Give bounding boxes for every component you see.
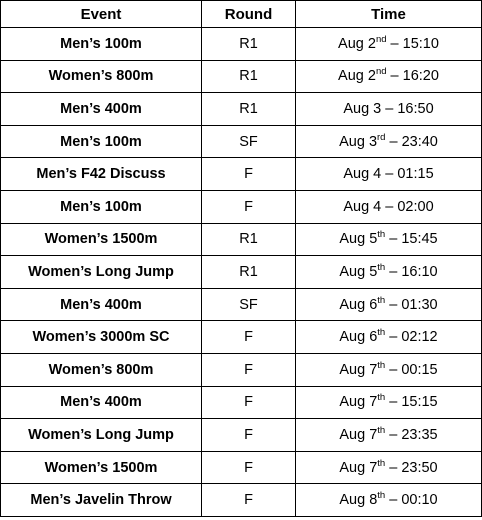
round-cell: F bbox=[202, 190, 296, 223]
table-row bbox=[1, 190, 482, 223]
event-cell: Men’s 400m bbox=[1, 386, 202, 419]
time-cell bbox=[296, 321, 482, 354]
table-row bbox=[1, 223, 482, 256]
time-date: Aug 5 bbox=[339, 263, 378, 280]
round-cell: R1 bbox=[202, 93, 296, 126]
time-cell bbox=[296, 60, 482, 93]
time-date: Aug 7 bbox=[339, 361, 378, 378]
round-cell: F bbox=[202, 484, 296, 517]
time-clock: – 15:10 bbox=[386, 35, 439, 52]
time-clock: – 00:15 bbox=[385, 361, 438, 378]
header-event: Event bbox=[1, 1, 202, 28]
table-row bbox=[1, 158, 482, 191]
time-clock: – 16:20 bbox=[386, 68, 439, 85]
table-row bbox=[1, 288, 482, 321]
round-cell: F bbox=[202, 419, 296, 452]
table-row bbox=[1, 256, 482, 289]
time-date: Aug 4 bbox=[343, 166, 382, 183]
time-cell bbox=[296, 353, 482, 386]
time-ordinal: th bbox=[377, 490, 386, 502]
time-ordinal: nd bbox=[375, 66, 387, 78]
event-cell: Women’s Long Jump bbox=[1, 419, 202, 452]
table-row bbox=[1, 93, 482, 126]
header-time: Time bbox=[296, 1, 482, 28]
time-ordinal: th bbox=[377, 294, 386, 306]
round-cell: SF bbox=[202, 288, 296, 321]
time-cell bbox=[296, 288, 482, 321]
time-clock: – 02:00 bbox=[381, 198, 434, 215]
table-row bbox=[1, 125, 482, 158]
round-cell: F bbox=[202, 353, 296, 386]
time-ordinal: th bbox=[377, 392, 386, 404]
time-cell bbox=[296, 419, 482, 452]
round-cell: F bbox=[202, 451, 296, 484]
round-cell: R1 bbox=[202, 28, 296, 61]
round-cell: SF bbox=[202, 125, 296, 158]
time-date: Aug 3 bbox=[339, 133, 378, 150]
event-cell: Men’s Javelin Throw bbox=[1, 484, 202, 517]
time-ordinal: rd bbox=[377, 131, 386, 143]
time-date: Aug 7 bbox=[339, 426, 378, 443]
time-date: Aug 2 bbox=[338, 35, 376, 52]
table-header bbox=[1, 1, 482, 28]
time-ordinal: nd bbox=[375, 33, 387, 45]
time-clock: – 16:50 bbox=[381, 100, 434, 117]
time-date: Aug 6 bbox=[339, 296, 378, 313]
header-row bbox=[1, 1, 482, 28]
event-cell: Men’s 100m bbox=[1, 190, 202, 223]
table-row bbox=[1, 386, 482, 419]
table-row bbox=[1, 484, 482, 517]
event-cell: Men’s 100m bbox=[1, 28, 202, 61]
time-cell bbox=[296, 451, 482, 484]
time-cell bbox=[296, 256, 482, 289]
time-date: Aug 4 bbox=[343, 198, 382, 215]
event-cell: Women’s 800m bbox=[1, 353, 202, 386]
time-cell bbox=[296, 125, 482, 158]
event-cell: Women’s Long Jump bbox=[1, 256, 202, 289]
round-cell: R1 bbox=[202, 60, 296, 93]
time-ordinal: th bbox=[377, 457, 386, 469]
table-row bbox=[1, 419, 482, 452]
time-date: Aug 6 bbox=[339, 329, 378, 346]
time-cell bbox=[296, 158, 482, 191]
time-clock: – 15:15 bbox=[385, 394, 438, 411]
table-row bbox=[1, 451, 482, 484]
event-cell: Women’s 1500m bbox=[1, 223, 202, 256]
time-cell bbox=[296, 484, 482, 517]
table-row bbox=[1, 321, 482, 354]
header-round: Round bbox=[202, 1, 296, 28]
table-row bbox=[1, 28, 482, 61]
time-clock: – 01:15 bbox=[381, 166, 434, 183]
time-date: Aug 7 bbox=[339, 394, 378, 411]
event-cell: Men’s 400m bbox=[1, 288, 202, 321]
time-date: Aug 5 bbox=[339, 231, 378, 248]
time-clock: – 00:10 bbox=[385, 492, 438, 509]
event-cell: Men’s 100m bbox=[1, 125, 202, 158]
time-clock: – 16:10 bbox=[385, 263, 438, 280]
time-clock: – 23:50 bbox=[385, 459, 438, 476]
time-clock: – 02:12 bbox=[385, 329, 438, 346]
time-ordinal: th bbox=[377, 262, 386, 274]
time-clock: – 01:30 bbox=[385, 296, 438, 313]
time-clock: – 15:45 bbox=[385, 231, 438, 248]
time-clock: – 23:35 bbox=[385, 426, 438, 443]
event-cell: Women’s 1500m bbox=[1, 451, 202, 484]
time-date: Aug 3 bbox=[343, 100, 382, 117]
time-cell bbox=[296, 190, 482, 223]
round-cell: F bbox=[202, 386, 296, 419]
event-cell: Men’s 400m bbox=[1, 93, 202, 126]
time-ordinal: th bbox=[377, 425, 386, 437]
event-cell: Men’s F42 Discuss bbox=[1, 158, 202, 191]
time-clock: – 23:40 bbox=[385, 133, 438, 150]
table-body bbox=[1, 28, 482, 517]
time-date: Aug 7 bbox=[339, 459, 378, 476]
time-ordinal: th bbox=[377, 327, 386, 339]
time-ordinal: th bbox=[377, 359, 386, 371]
time-cell bbox=[296, 223, 482, 256]
time-cell bbox=[296, 93, 482, 126]
table-row bbox=[1, 353, 482, 386]
time-date: Aug 8 bbox=[339, 492, 378, 509]
time-cell bbox=[296, 386, 482, 419]
table-row bbox=[1, 60, 482, 93]
round-cell: R1 bbox=[202, 223, 296, 256]
time-date: Aug 2 bbox=[338, 68, 376, 85]
time-ordinal: th bbox=[377, 229, 386, 241]
event-cell: Women’s 800m bbox=[1, 60, 202, 93]
time-cell bbox=[296, 28, 482, 61]
round-cell: F bbox=[202, 321, 296, 354]
round-cell: R1 bbox=[202, 256, 296, 289]
event-cell: Women’s 3000m SC bbox=[1, 321, 202, 354]
round-cell: F bbox=[202, 158, 296, 191]
